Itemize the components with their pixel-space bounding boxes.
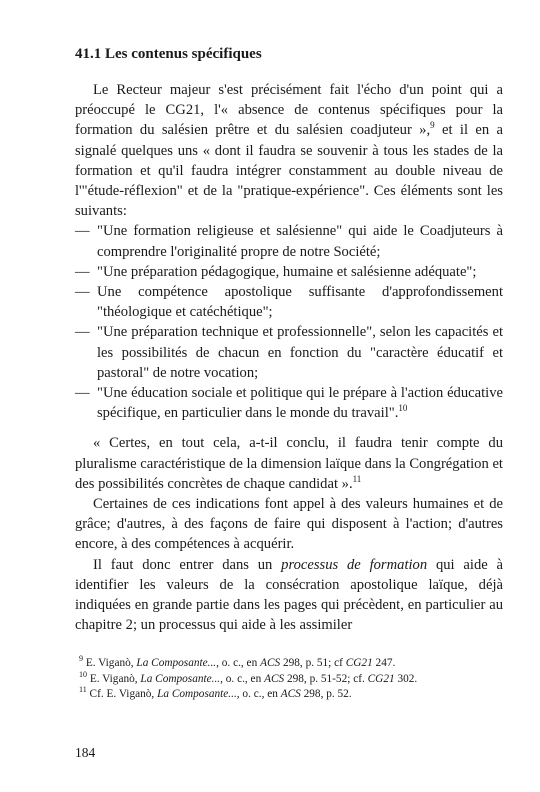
footnote-10: $^{10}$ E. Viganò, La Composante..., o. c., en ACS 298, p. 51-52; cf. CG21 302. <box>79 669 418 685</box>
list-item: — "Une préparation technique et professionnelle", selon les capacités et les possibilités de chacun en fonction du "caractère éducatif et pastoral" de notre vocation; <box>75 322 503 383</box>
list-item: — "Une éducation sociale et politique qui le prépare à l'action éducative spécifique, en particulier dans le monde du travail".$^{10}$ <box>75 383 503 423</box>
footnote-ref-11[interactable]: 11 <box>352 474 362 484</box>
elements-list <box>75 221 503 423</box>
paragraph-2: « Certes, en tout cela, a-t-il conclu, il faudra tenir compte du pluralisme caractéristique de la dimension laïque dans la Congrégation et des possibilités concrètes de chaque candidat ».$^{11}$ <box>75 435 503 492</box>
section-heading: 41.1 Les contenus spécifiques <box>75 46 262 62</box>
footnote-ref-10[interactable]: 10 <box>398 403 408 414</box>
paragraph-3: Certaines de ces indications font appel à des valeurs humaines et de grâce; d'autres, à des façons de faire qui disposent à l'action; d'autres encore, à des compétences à acquérir. <box>75 496 503 553</box>
footnotes <box>75 656 503 703</box>
list-item: — "Une formation religieuse et salésienne" qui aide le Coadjuteurs à comprendre l'originalité propre de notre Société; <box>75 221 503 261</box>
list-item: — "Une préparation pédagogique, humaine et salésienne adéquate"; <box>75 262 503 282</box>
page-body <box>75 44 503 635</box>
page-number: 184 <box>75 745 96 760</box>
footnote-9: $^9$ E. Viganò, La Composante..., o. c., en ACS 298, p. 51; cf CG21 247. <box>79 654 396 669</box>
paragraph-1: Le Recteur majeur s'est précisément fait l'écho d'un point qui a préoccupé le CG21, l'« absence de contenus spécifiques pour la formation du salésien prêtre et du salésien coadjuteur »,$^9$ et il en a signalé quelques uns « dont il faudra se souvenir à tous les stades de la formation et qu'il faudra intégrer constamment au double niveau de l'"étude-réflexion" et de la "pratique-expérience". Ces éléments sont les suivants: <box>75 82 503 220</box>
footnote-ref-9[interactable]: 9 <box>430 120 435 131</box>
list-item: — Une compétence apostolique suffisante d'approfondissement "théologique et catéchétique"; <box>75 282 503 322</box>
paragraph-4: Il faut donc entrer dans un processus de formation qui aide à identifier les valeurs de la consécration apostolique laïque, déjà indiquées en grande partie dans les pages qui précèdent, en particulier au chapitre 2; un processus qui aide à les assimiler <box>75 556 503 634</box>
footnote-11: $^{11}$ Cf. E. Viganò, La Composante..., o. c., en ACS 298, p. 52. <box>79 685 352 701</box>
